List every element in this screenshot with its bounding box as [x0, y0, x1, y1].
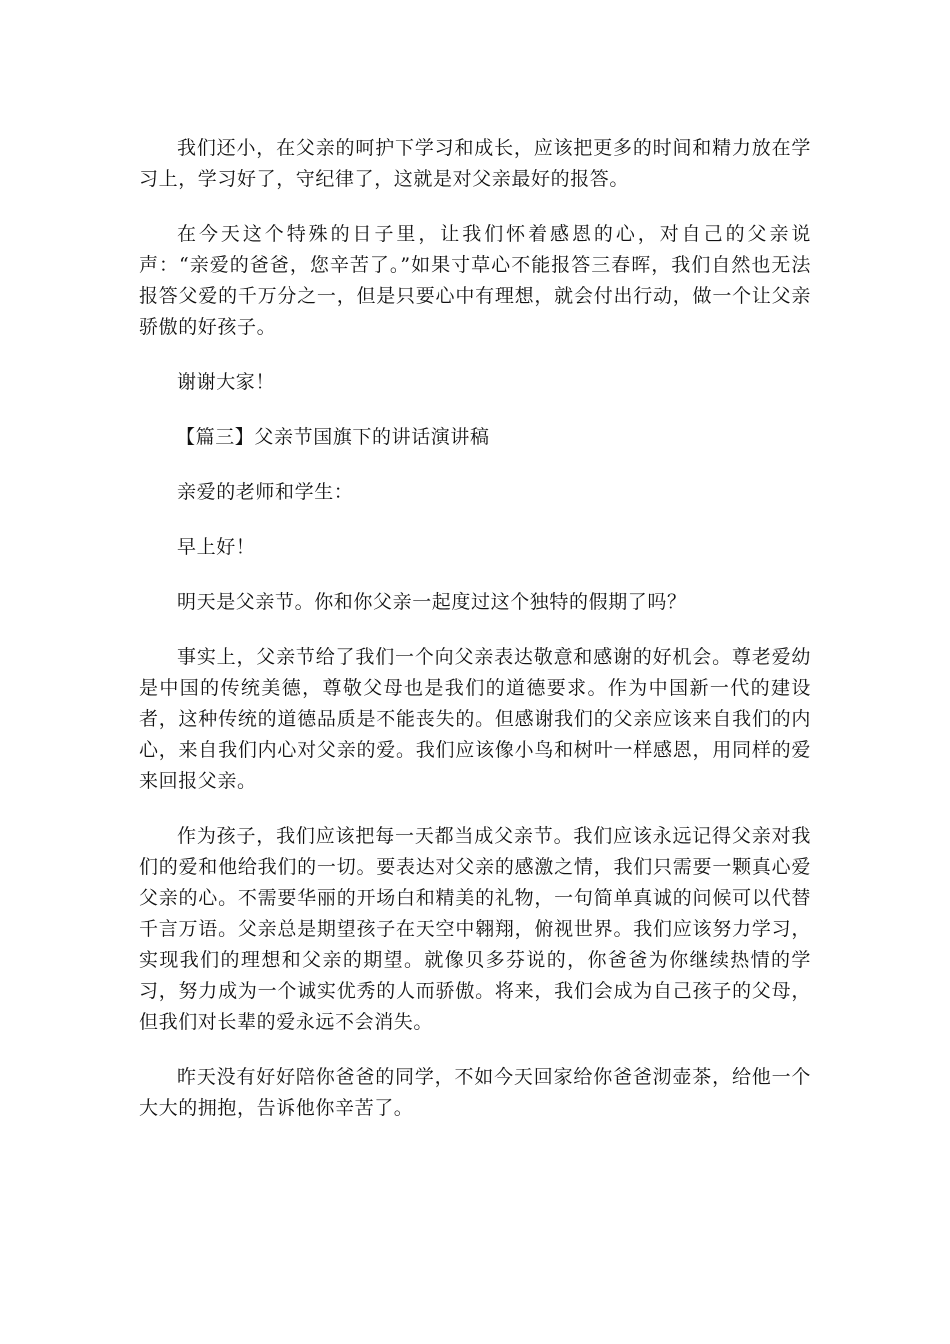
- paragraph: 作为孩子，我们应该把每一天都当成父亲节。我们应该永远记得父亲对我们的爱和他给我们的一切。要表达对父亲的感激之情，我们只需要一颗真心爱父亲的心。不需要华丽的开场白和精美的礼物，一句简单真诚的问候可以代替千言万语。父亲总是期望孩子在天空中翱翔，俯视世界。我们应该努力学习，实现我们的理想和父亲的期望。就像贝多芬说的，你爸爸为你继续热情的学习，努力成为一个诚实优秀的人而骄傲。将来，我们会成为自己孩子的父母，但我们对长辈的爱永远不会消失。: [139, 825, 811, 1033]
- document-body: [139, 133, 811, 1148]
- paragraph: 在今天这个特殊的日子里，让我们怀着感恩的心，对自己的父亲说声：“亲爱的爸爸，您辛苦了。”如果寸草心不能报答三春晖，我们自然也无法报答父爱的千万分之一，但是只要心中有理想，就会付出行动，做一个让父亲骄傲的好孩子。: [139, 223, 811, 338]
- section-heading: 【篇三】父亲节国旗下的讲话演讲稿: [176, 426, 490, 448]
- paragraph: 明天是父亲节。你和你父亲一起度过这个独特的假期了吗？: [177, 591, 687, 613]
- closing-thanks: 谢谢大家！: [177, 371, 276, 393]
- paragraph: 事实上，父亲节给了我们一个向父亲表达敬意和感谢的好机会。尊老爱幼是中国的传统美德，尊敬父母也是我们的道德要求。作为中国新一代的建设者，这种传统的道德品质是不能丧失的。但感谢我们的父亲应该来自我们的内心，来自我们内心对父亲的爱。我们应该像小鸟和树叶一样感恩，用同样的爱来回报父亲。: [139, 646, 811, 792]
- greeting: 早上好！: [177, 536, 256, 558]
- paragraph: 我们还小，在父亲的呵护下学习和成长，应该把更多的时间和精力放在学习上，学习好了，守纪律了，这就是对父亲最好的报答。: [139, 137, 811, 190]
- paragraph: 昨天没有好好陪你爸爸的同学，不如今天回家给你爸爸沏壶茶，给他一个大大的拥抱，告诉他你辛苦了。: [139, 1066, 811, 1119]
- salutation: 亲爱的老师和学生：: [177, 481, 354, 503]
